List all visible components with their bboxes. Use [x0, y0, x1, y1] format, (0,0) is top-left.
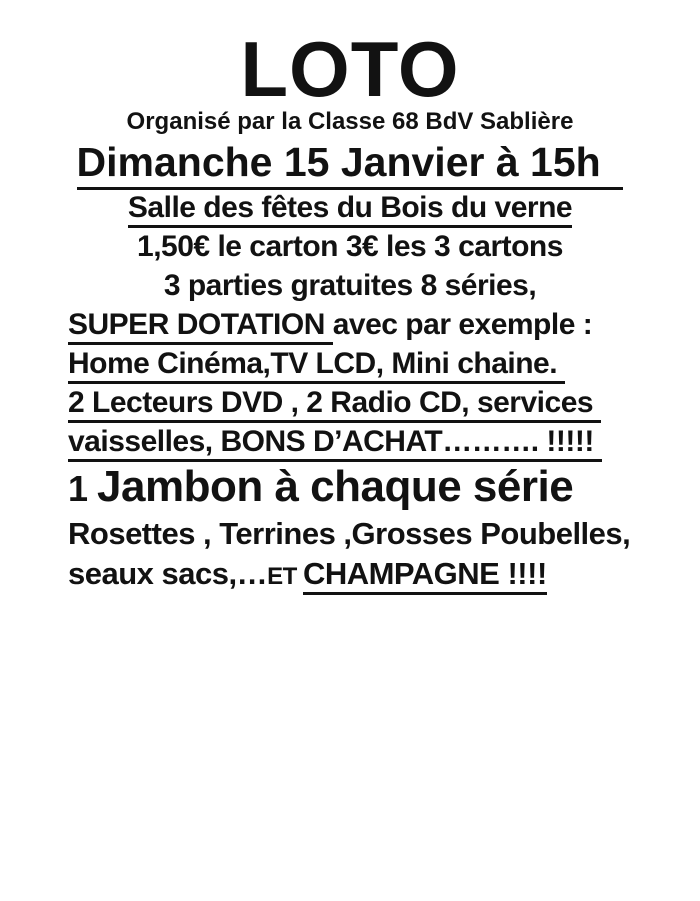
- free-parties-line: 3 parties gratuites 8 séries,: [163, 269, 537, 303]
- date-text: Dimanche 15 Janvier à 15h: [77, 139, 624, 190]
- prizes-line-2-text: 2 Lecteurs DVD , 2 Radio CD, services: [68, 386, 601, 423]
- dotation-rest-text: avec par exemple :: [332, 308, 593, 342]
- extras-line-2: [0, 554, 700, 594]
- dotation-underlined-text: SUPER DOTATION: [68, 308, 333, 345]
- jambon-text: Jambon à chaque série: [97, 462, 574, 512]
- prizes-line-3: [0, 422, 700, 461]
- date-line: [0, 137, 700, 188]
- champagne-text: CHAMPAGNE !!!!: [303, 556, 547, 595]
- extras-line-1: Rosettes , Terrines ,Grosses Poubelles,: [68, 515, 631, 551]
- jambon-number: 1: [68, 468, 98, 510]
- dotation-line: [0, 305, 700, 344]
- venue-text: Salle des fêtes du Bois du verne: [128, 191, 572, 228]
- price-line: 1,50€ le carton 3€ les 3 cartons: [137, 230, 563, 264]
- prizes-line-1: [0, 344, 700, 383]
- extras-et-text: ET: [267, 563, 303, 591]
- prizes-line-2: [0, 383, 700, 422]
- organizer-line: Organisé par la Classe 68 BdV Sablière: [126, 108, 574, 135]
- venue-line: [0, 188, 700, 227]
- jambon-line: [0, 461, 700, 514]
- prizes-line-3-text: vaisselles, BONS D’ACHAT………. !!!!!: [68, 425, 602, 462]
- prizes-line-1-text: Home Cinéma,TV LCD, Mini chaine.: [68, 347, 565, 384]
- flyer-title: LOTO: [240, 25, 460, 113]
- extras-prefix-text: seaux sacs,…: [68, 556, 268, 592]
